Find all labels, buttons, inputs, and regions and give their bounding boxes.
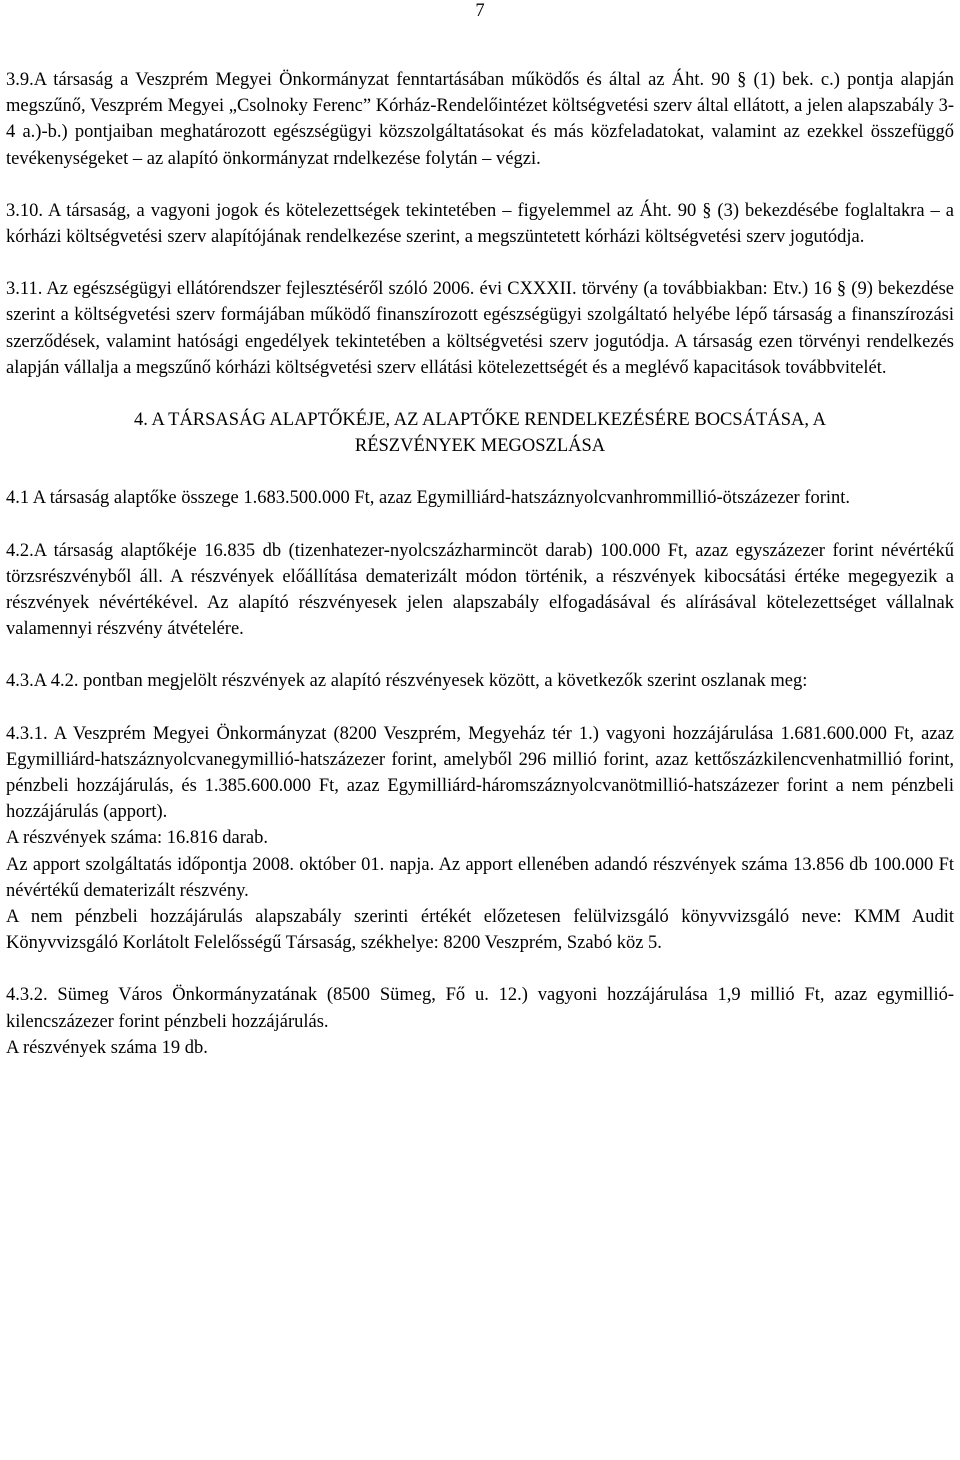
section-4-heading-line-1: 4. A TÁRSASÁG ALAPTŐKÉJE, AZ ALAPTŐKE RENDELKEZÉSÉRE BOCSÁTÁSA, A bbox=[134, 410, 826, 431]
section-4-3-2-shares: A részvények száma 19 db. bbox=[6, 1037, 208, 1058]
section-3-11: 3.11. Az egészségügyi ellátórendszer fejlesztéséről szóló 2006. évi CXXXII. törvény (a továbbiakban: Etv.) 16 § (9) bekezdése szerint a költségvetési szerv formájában működő finanszírozott egészségügyi szolgáltató helyébe lépő társaság a finanszírozási szerződések, valamint hatósági engedélyek tekintetében a költségvetési szerv jogutódja. A társaság ezen törvényi rendelkezés alapján vállalja a megszűnő kórházi költségvetési szerv ellátási kötelezettségét és a meglévő kapacitások továbbvitelét. bbox=[6, 279, 954, 378]
section-4-3-1-shares: A részvények száma: 16.816 darab. bbox=[6, 828, 268, 849]
section-4-1: 4.1 A társaság alaptőke összege 1.683.500.000 Ft, azaz Egymilliárd-hatszáznyolcvanhrommillió-ötszázezer forint. bbox=[6, 488, 851, 509]
section-4-3-1-apport: Az apport szolgáltatás időpontja 2008. október 01. napja. Az apport ellenében adandó részvények száma 13.856 db 100.000 Ft névértékű dematerizált részvény. bbox=[6, 854, 954, 901]
section-3-10: 3.10. A társaság, a vagyoni jogok és kötelezettségek tekintetében – figyelemmel az Áht. 90 § (3) bekezdésébe foglaltakra – a kórházi költségvetési szerv alapítójának rendelkezése szerint, a megszüntetett kórházi költségvetési szerv jogutódja. bbox=[6, 200, 954, 248]
document-body bbox=[6, 67, 954, 1061]
section-4-3-1-auditor: A nem pénzbeli hozzájárulás alapszabály szerinti értékét előzetesen felülvizsgáló könyvvizsgáló neve: KMM Audit Könyvvizsgáló Korlátolt Felelősségű Társaság, székhelye: 8200 Veszprém, Szabó köz 5. bbox=[6, 907, 954, 954]
section-4-3-1: 4.3.1. A Veszprém Megyei Önkormányzat (8200 Veszprém, Megyeház tér 1.) vagyoni hozzájárulása 1.681.600.000 Ft, azaz Egymilliárd-hatszáznyolcvanegymillió-hatszázezer forint, amelyből 296 millió forint, azaz kettőszázkilencvenhatmillió forint, pénzbeli hozzájárulás, és 1.385.600.000 Ft, azaz Egymilliárd-háromszáznyolcvanötmillió-hatszázezer forint a nem pénzbeli hozzájárulás (apport). bbox=[6, 723, 954, 823]
section-3-9: 3.9.A társaság a Veszprém Megyei Önkormányzat fenntartásában működős és által az Áht. 90 § (1) bek. c.) pontja alapján megszűnő, Veszprém Megyei „Csolnoky Ferenc” Kórház-Rendelőintézet költségvetési szerv által ellátott, a jelen alapszabály 3-4 a.)-b.) pontjaiban meghatározott egészségügyi közszolgáltatásokat és más közfeladatokat, valamint az ezekkel összefüggő tevékenységeket – az alapító önkormányzat rndelkezése folytán – végzi. bbox=[6, 70, 954, 169]
page-number: 7 bbox=[475, 1, 485, 21]
section-4-heading bbox=[6, 407, 954, 459]
section-4-heading-line-2: RÉSZVÉNYEK MEGOSZLÁSA bbox=[354, 436, 606, 457]
section-4-2: 4.2.A társaság alaptőkéje 16.835 db (tizenhatezer-nyolcszázharmincöt darab) 100.000 Ft, azaz egyszázezer forint névértékű törzsrészvényből áll. A részvények előállítása dematerizált módon történik, a részvények kibocsátási értéke megegyezik a részvények névértékével. Az alapító részvényesek jelen alapszabály elfogadásával és alírásával kötelezettséget vállalnak valamennyi részvény átvételére. bbox=[6, 540, 954, 640]
section-4-3-2: 4.3.2. Sümeg Város Önkormányzatának (8500 Sümeg, Fő u. 12.) vagyoni hozzájárulása 1,9 millió Ft, azaz egymillió-kilencszázezer forint pénzbeli hozzájárulás. bbox=[6, 985, 954, 1032]
section-4-3: 4.3.A 4.2. pontban megjelölt részvények az alapító részvényesek között, a következők szerint oszlanak meg: bbox=[6, 671, 808, 692]
